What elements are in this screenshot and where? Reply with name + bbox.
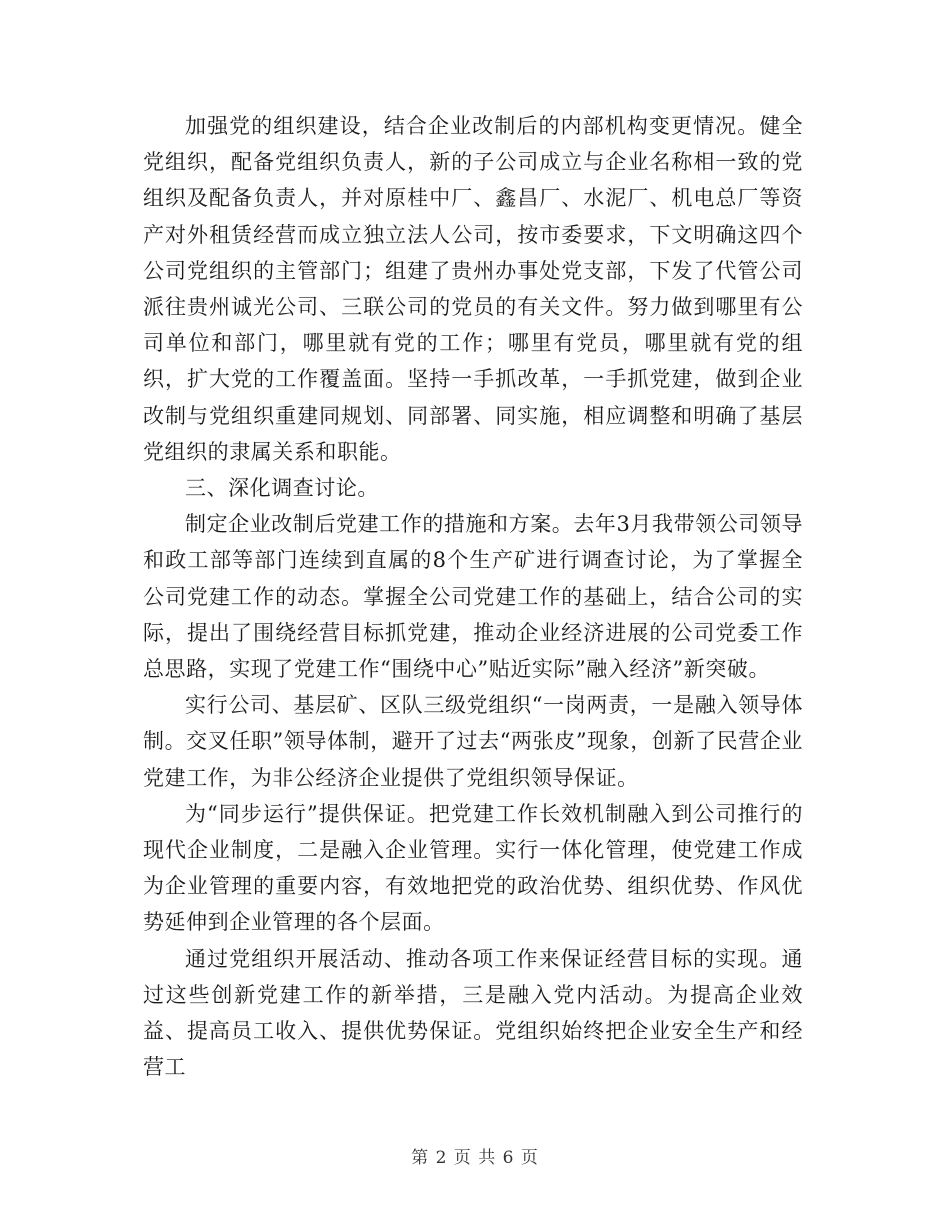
paragraph-party-activities: 通过党组织开展活动、推动各项工作来保证经营目标的实现。通过这些创新党建工作的新举措，三是融入党内活动。为提高企业效益、提高员工收入、提供优势保证。党组织始终把企业安全生产和经营工 [143,946,803,1080]
section-heading-3: 三、深化调查讨论。 [185,476,379,501]
paragraph-org-building: 加强党的组织建设，结合企业改制后的内部机构变更情况。健全党组织，配备党组织负责人，新的子公司成立与企业名称相一致的党组织及配备负责人，并对原桂中厂、鑫昌厂、水泥厂、机电总厂等资产对外租赁经营而成立独立法人公司，按市委要求，下文明确这四个公司党组织的主管部门；组建了贵州办事处党支部，下发了代管公司派往贵州诚光公司、三联公司的党员的有关文件。努力做到哪里有公司单位和部门，哪里就有党的工作；哪里有党员，哪里就有党的组织，扩大党的工作覆盖面。坚持一手抓改革，一手抓党建，做到企业改制与党组织重建同规划、同部署、同实施，相应调整和明确了基层党组织的隶属关系和职能。 [143,114,803,464]
paragraph-enterprise-management: 为“同步运行”提供保证。把党建工作长效机制融入到公司推行的现代企业制度，二是融入企业管理。实行一体化管理，使党建工作成为企业管理的重要内容，有效地把党的政治优势、组织优势、作风优势延伸到企业管理的各个层面。 [143,801,803,935]
page-number-footer: 第 2 页 共 6 页 [411,1148,539,1168]
paragraph-leadership-system: 实行公司、基层矿、区队三级党组织“一岗两责，一是融入领导体制。交叉任职”领导体制，避开了过去“两张皮”现象，创新了民营企业党建工作，为非公经济企业提供了党组织领导保证。 [143,693,803,790]
document-body [143,108,803,1085]
paragraph-survey-plan: 制定企业改制后党建工作的措施和方案。去年3月我带领公司领导和政工部等部门连续到直属的8个生产矿进行调查讨论，为了掌握全公司党建工作的动态。掌握全公司党建工作的基础上，结合公司的实际，提出了围绕经营目标抓党建，推动企业经济进展的公司党委工作总思路，实现了党建工作“围绕中心”贴近实际”融入经济”新突破。 [143,512,803,682]
